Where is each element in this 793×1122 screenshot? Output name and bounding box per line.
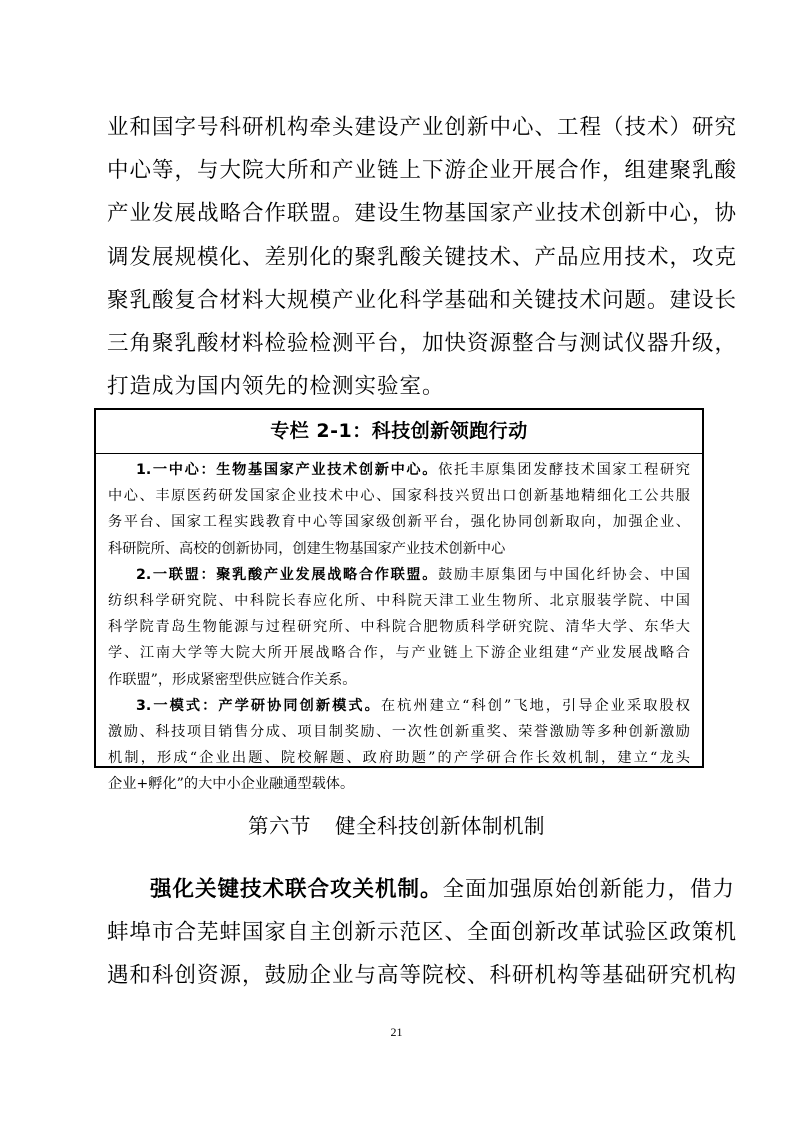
box-item-line: 务平台、国家工程实践教育中心等国家级创新平台，强化协同创新取向，加强企业、 [108, 514, 690, 531]
paragraph-line [107, 868, 736, 911]
box-item-line: 企业+孵化”的大中小企业融通型载体。 [108, 776, 355, 793]
paragraph-line: 产业发展战略合作联盟。建设生物基国家产业技术创新中心，协 [107, 201, 738, 227]
box-item-first-line [108, 562, 690, 588]
box-item-line: 中心、丰原医药研发国家企业技术中心、国家科技兴贸出口创新基地精细化工公共服 [108, 488, 690, 505]
box-item-first-line [108, 457, 690, 483]
section-heading [0, 808, 793, 844]
box-item-heading: 1.一中心：生物基国家产业技术创新中心。 [136, 462, 439, 478]
paragraph-line: 中心等，与大院大所和产业链上下游企业开展合作，组建聚乳酸 [107, 158, 738, 184]
paragraph-line: 聚乳酸复合材料大规模产业化科学基础和关键技术问题。建设长 [107, 287, 738, 313]
box-item-first-line [108, 693, 690, 719]
paragraph-line: 业和国字号科研机构牵头建设产业创新中心、工程（技术）研究 [107, 115, 738, 140]
section-number: 第六节 [248, 814, 311, 838]
box-title: 专栏 2-1：科技创新领跑行动 [96, 410, 702, 454]
top-paragraph [107, 106, 738, 408]
box-item-line: 纺织科学研究院、中科院长春应化所、中科院天津工业生物所、北京服装学院、中国 [108, 592, 690, 609]
paragraph-lead: 强化关键技术联合攻关机制。 [150, 877, 443, 902]
paragraph-text: 全面加强原始创新能力，借力 [442, 877, 736, 902]
box-item-line: 科研院所、高校的创新协同，创建生物基国家产业技术创新中心 [108, 540, 506, 557]
feature-box [94, 408, 704, 793]
paragraph-line: 三角聚乳酸材料检验检测平台，加快资源整合与测试仪器升级， [107, 330, 738, 356]
section-title: 健全科技创新体制机制 [335, 814, 545, 838]
paragraph-line: 打造成为国内领先的检测实验室。 [107, 374, 445, 400]
box-item-text: 依托丰原集团发酵技术国家工程研究 [438, 462, 690, 478]
box-item-text: 在杭州建立“科创”飞地，引导企业采取股权 [380, 697, 690, 714]
box-item-line: 激励、科技项目销售分成、项目制奖励、一次性创新重奖、荣誉激励等多种创新激励 [108, 723, 690, 740]
box-item-line: 机制，形成“企业出题、院校解题、政府助题”的产学研合作长效机制，建立“龙头 [108, 750, 690, 767]
paragraph-line: 蚌埠市合芜蚌国家自主创新示范区、全面创新改革试验区政策机 [107, 920, 738, 946]
box-item-line: 科学院青岛生物能源与过程研究所、中科院合肥物质科学研究院、清华大学、东华大 [108, 619, 690, 636]
box-item-line: 作联盟”，形成紧密型供应链合作关系。 [108, 671, 357, 688]
box-item-heading: 3.一模式：产学研协同创新模式。 [136, 697, 381, 714]
bottom-paragraph [107, 868, 738, 998]
box-item-text: 鼓励丰原集团与中国化纤协会、中国 [438, 566, 690, 583]
box-item-heading: 2.一联盟：聚乳酸产业发展战略合作联盟。 [136, 566, 439, 583]
page-number: 21 [390, 1025, 403, 1039]
box-body [96, 454, 702, 797]
paragraph-line: 调发展规模化、差别化的聚乳酸关键技术、产品应用技术，攻克 [107, 244, 738, 270]
box-item-line: 学、江南大学等大院大所开展战略合作，与产业链上下游企业组建“产业发展战略合 [108, 645, 690, 662]
paragraph-line: 遇和科创资源，鼓励企业与高等院校、科研机构等基础研究机构 [107, 963, 738, 989]
